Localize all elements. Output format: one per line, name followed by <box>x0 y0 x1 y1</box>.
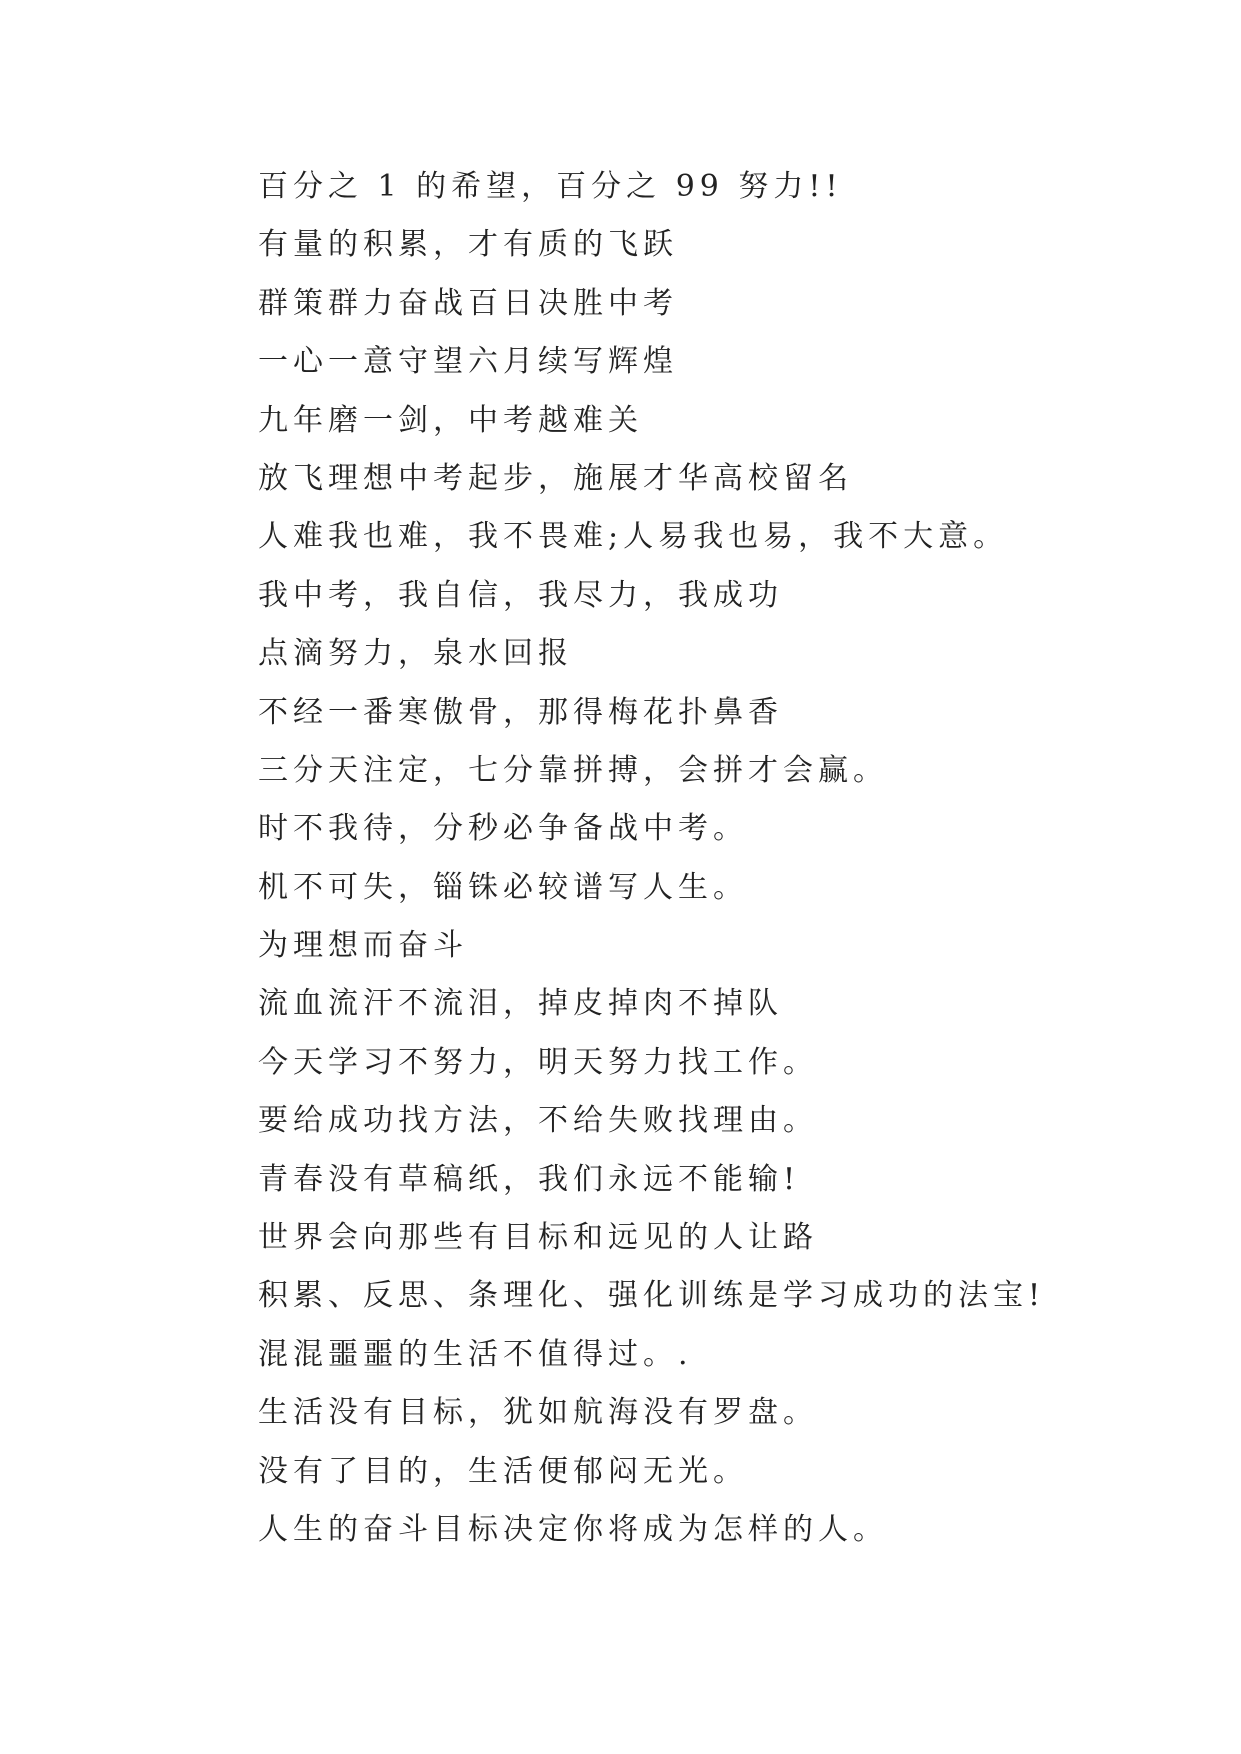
slogan-list <box>258 158 1158 1559</box>
slogan-line: 我中考，我自信，我尽力，我成功 <box>258 577 783 613</box>
slogan-line: 要给成功找方法，不给失败找理由。 <box>258 1103 818 1139</box>
slogan-line: 群策群力奋战百日决胜中考 <box>258 285 678 321</box>
slogan-line: 没有了目的，生活便郁闷无光。 <box>258 1453 748 1489</box>
slogan-line: 有量的积累，才有质的飞跃 <box>258 227 678 263</box>
slogan-line: 流血流汗不流泪，掉皮掉肉不掉队 <box>258 986 783 1022</box>
slogan-line: 混混噩噩的生活不值得过。. <box>258 1336 693 1372</box>
slogan-line: 百分之 1 的希望，百分之 99 努力!! <box>258 169 843 204</box>
slogan-line: 放飞理想中考起步，施展才华高校留名 <box>258 460 853 496</box>
slogan-line: 不经一番寒傲骨，那得梅花扑鼻香 <box>258 694 783 730</box>
slogan-line: 三分天注定，七分靠拼搏，会拼才会赢。 <box>258 752 888 788</box>
slogan-line: 机不可失，锱铢必较谱写人生。 <box>258 869 748 905</box>
slogan-line: 点滴努力，泉水回报 <box>258 636 573 672</box>
slogan-line: 时不我待，分秒必争备战中考。 <box>258 811 748 847</box>
slogan-line: 世界会向那些有目标和远见的人让路 <box>258 1220 818 1256</box>
slogan-line: 一心一意守望六月续写辉煌 <box>258 344 678 380</box>
slogan-line: 九年磨一剑，中考越难关 <box>258 402 643 438</box>
slogan-line: 为理想而奋斗 <box>258 928 468 964</box>
slogan-line: 青春没有草稿纸，我们永远不能输! <box>258 1161 801 1197</box>
slogan-line: 今天学习不努力，明天努力找工作。 <box>258 1044 818 1080</box>
slogan-line: 生活没有目标，犹如航海没有罗盘。 <box>258 1395 818 1431</box>
slogan-line: 人难我也难，我不畏难;人易我也易，我不大意。 <box>258 519 1009 555</box>
slogan-line: 人生的奋斗目标决定你将成为怎样的人。 <box>258 1511 888 1547</box>
slogan-line: 积累、反思、条理化、强化训练是学习成功的法宝! <box>258 1278 1046 1314</box>
